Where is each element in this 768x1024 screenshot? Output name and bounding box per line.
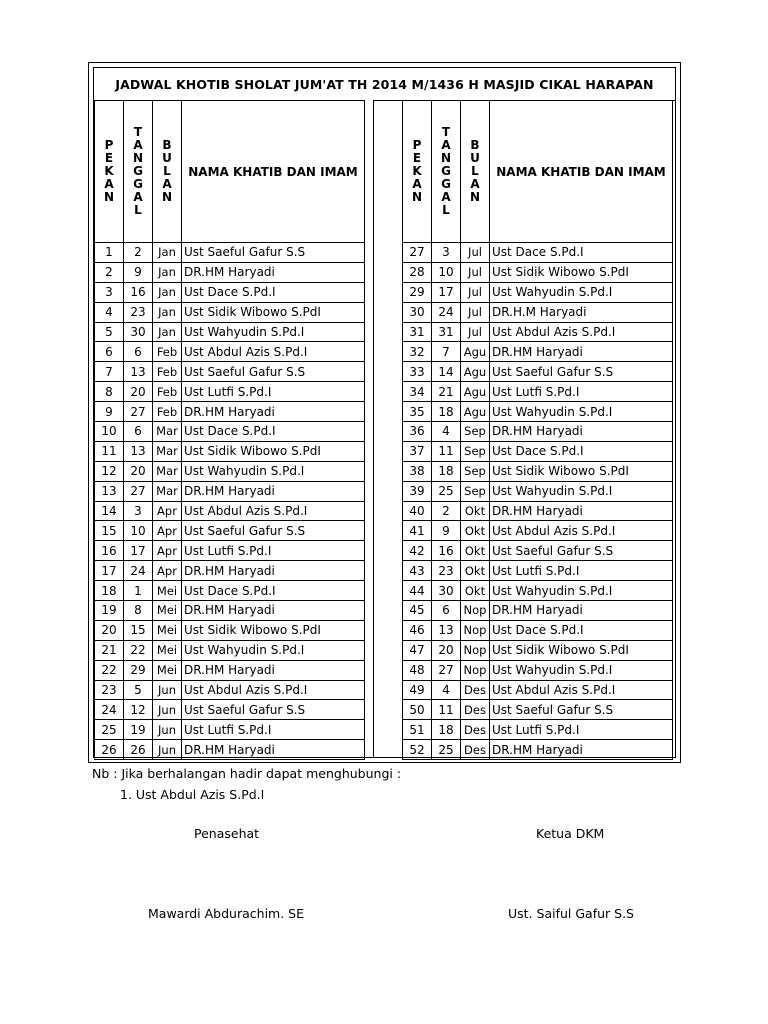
schedule-row: [95, 700, 365, 720]
cell-tanggal: 3: [124, 501, 153, 521]
schedule-row: [403, 382, 673, 402]
cell-pekan: 41: [403, 521, 432, 541]
cell-tanggal: 20: [124, 461, 153, 481]
header-tanggal: T A N G G A L: [124, 101, 153, 243]
cell-nama: DR.HM Haryadi: [490, 422, 673, 442]
cell-tanggal: 9: [124, 262, 153, 282]
cell-nama: Ust Abdul Azis S.Pd.I: [490, 322, 673, 342]
schedule-row: [403, 322, 673, 342]
cell-bulan: Okt: [461, 501, 490, 521]
cell-pekan: 33: [403, 362, 432, 382]
cell-bulan: Des: [461, 680, 490, 700]
cell-pekan: 27: [403, 243, 432, 263]
schedule-row: [95, 362, 365, 382]
signature-name-adviser: Mawardi Abdurachim. SE: [148, 906, 304, 921]
cell-pekan: 46: [403, 620, 432, 640]
cell-nama: DR.HM Haryadi: [490, 501, 673, 521]
cell-nama: Ust Saeful Gafur S.S: [182, 521, 365, 541]
cell-nama: DR.HM Haryadi: [182, 402, 365, 422]
cell-bulan: Feb: [153, 382, 182, 402]
schedule-row: [95, 620, 365, 640]
cell-bulan: Jul: [461, 322, 490, 342]
cell-pekan: 18: [95, 581, 124, 601]
cell-nama: Ust Saeful Gafur S.S: [182, 700, 365, 720]
schedule-row: [403, 441, 673, 461]
cell-tanggal: 17: [124, 541, 153, 561]
cell-nama: Ust Lutfi S.Pd.I: [490, 561, 673, 581]
cell-pekan: 21: [95, 640, 124, 660]
schedule-row: [403, 302, 673, 322]
schedule-table-right: [402, 100, 673, 760]
cell-tanggal: 12: [124, 700, 153, 720]
cell-pekan: 29: [403, 282, 432, 302]
schedule-row: [95, 262, 365, 282]
cell-nama: Ust Wahyudin S.Pd.I: [490, 581, 673, 601]
cell-pekan: 31: [403, 322, 432, 342]
cell-tanggal: 30: [124, 322, 153, 342]
schedule-row: [403, 541, 673, 561]
cell-tanggal: 2: [432, 501, 461, 521]
schedule-row: [95, 581, 365, 601]
cell-nama: Ust Abdul Azis S.Pd.I: [182, 501, 365, 521]
cell-bulan: Jul: [461, 282, 490, 302]
cell-pekan: 47: [403, 640, 432, 660]
cell-tanggal: 27: [432, 660, 461, 680]
schedule-table-left: [94, 100, 365, 760]
schedule-row: [403, 660, 673, 680]
schedule-row: [403, 620, 673, 640]
cell-pekan: 20: [95, 620, 124, 640]
cell-tanggal: 15: [124, 620, 153, 640]
cell-nama: Ust Abdul Azis S.Pd.I: [490, 680, 673, 700]
cell-tanggal: 18: [432, 402, 461, 422]
cell-pekan: 45: [403, 601, 432, 621]
cell-nama: DR.HM Haryadi: [182, 481, 365, 501]
cell-bulan: Sep: [461, 461, 490, 481]
cell-nama: Ust Wahyudin S.Pd.I: [490, 481, 673, 501]
contact-person: 1. Ust Abdul Azis S.Pd.I: [120, 787, 265, 802]
cell-bulan: Jul: [461, 262, 490, 282]
cell-tanggal: 11: [432, 441, 461, 461]
cell-pekan: 40: [403, 501, 432, 521]
schedule-row: [95, 740, 365, 760]
cell-tanggal: 20: [432, 640, 461, 660]
cell-tanggal: 21: [432, 382, 461, 402]
schedule-row: [403, 581, 673, 601]
header-bulan: B U L A N: [461, 101, 490, 243]
header-bulan: B U L A N: [153, 101, 182, 243]
cell-bulan: Agu: [461, 362, 490, 382]
cell-tanggal: 22: [124, 640, 153, 660]
schedule-row: [403, 561, 673, 581]
cell-nama: Ust Wahyudin S.Pd.I: [182, 461, 365, 481]
header-pekan: P E K A N: [95, 101, 124, 243]
header-pekan: P E K A N: [403, 101, 432, 243]
cell-nama: Ust Sidik Wibowo S.PdI: [490, 262, 673, 282]
cell-bulan: Feb: [153, 342, 182, 362]
cell-bulan: Jun: [153, 700, 182, 720]
cell-bulan: Jun: [153, 740, 182, 760]
cell-nama: DR.HM Haryadi: [490, 342, 673, 362]
cell-bulan: Nop: [461, 620, 490, 640]
cell-nama: Ust Wahyudin S.Pd.I: [490, 282, 673, 302]
cell-pekan: 39: [403, 481, 432, 501]
cell-nama: Ust Sidik Wibowo S.PdI: [490, 461, 673, 481]
cell-bulan: Mei: [153, 640, 182, 660]
cell-tanggal: 1: [124, 581, 153, 601]
cell-pekan: 9: [95, 402, 124, 422]
schedule-row: [95, 680, 365, 700]
cell-nama: DR.HM Haryadi: [182, 262, 365, 282]
cell-bulan: Jan: [153, 322, 182, 342]
cell-tanggal: 16: [124, 282, 153, 302]
cell-nama: DR.H.M Haryadi: [490, 302, 673, 322]
schedule-row: [403, 521, 673, 541]
cell-nama: DR.HM Haryadi: [182, 601, 365, 621]
schedule-row: [95, 660, 365, 680]
schedule-row: [403, 422, 673, 442]
cell-bulan: Mei: [153, 601, 182, 621]
cell-nama: DR.HM Haryadi: [182, 561, 365, 581]
cell-pekan: 38: [403, 461, 432, 481]
cell-bulan: Mar: [153, 461, 182, 481]
cell-nama: Ust Wahyudin S.Pd.I: [182, 640, 365, 660]
cell-pekan: 49: [403, 680, 432, 700]
cell-tanggal: 18: [432, 720, 461, 740]
header-nama: NAMA KHATIB DAN IMAM: [490, 101, 673, 243]
cell-bulan: Agu: [461, 382, 490, 402]
cell-tanggal: 29: [124, 660, 153, 680]
cell-pekan: 2: [95, 262, 124, 282]
cell-pekan: 6: [95, 342, 124, 362]
cell-bulan: Jun: [153, 680, 182, 700]
schedule-row: [403, 481, 673, 501]
cell-bulan: Jul: [461, 243, 490, 263]
cell-nama: DR.HM Haryadi: [490, 740, 673, 760]
cell-pekan: 24: [95, 700, 124, 720]
schedule-row: [403, 342, 673, 362]
cell-pekan: 28: [403, 262, 432, 282]
cell-bulan: Sep: [461, 441, 490, 461]
cell-pekan: 35: [403, 402, 432, 422]
cell-nama: DR.HM Haryadi: [182, 660, 365, 680]
cell-pekan: 22: [95, 660, 124, 680]
cell-tanggal: 10: [124, 521, 153, 541]
cell-bulan: Des: [461, 700, 490, 720]
schedule-row: [403, 680, 673, 700]
schedule-row: [95, 342, 365, 362]
cell-nama: Ust Dace S.Pd.I: [490, 441, 673, 461]
cell-pekan: 32: [403, 342, 432, 362]
cell-nama: DR.HM Haryadi: [182, 740, 365, 760]
cell-bulan: Agu: [461, 342, 490, 362]
cell-tanggal: 24: [124, 561, 153, 581]
cell-tanggal: 13: [432, 620, 461, 640]
schedule-row: [403, 282, 673, 302]
cell-nama: Ust Lutfi S.Pd.I: [182, 382, 365, 402]
cell-bulan: Nop: [461, 660, 490, 680]
cell-bulan: Des: [461, 740, 490, 760]
cell-tanggal: 16: [432, 541, 461, 561]
cell-bulan: Sep: [461, 481, 490, 501]
cell-pekan: 51: [403, 720, 432, 740]
schedule-row: [403, 501, 673, 521]
cell-bulan: Apr: [153, 561, 182, 581]
cell-bulan: Mei: [153, 581, 182, 601]
cell-pekan: 37: [403, 441, 432, 461]
cell-nama: Ust Sidik Wibowo S.PdI: [182, 302, 365, 322]
schedule-row: [95, 322, 365, 342]
cell-bulan: Mar: [153, 422, 182, 442]
cell-tanggal: 23: [432, 561, 461, 581]
cell-bulan: Okt: [461, 541, 490, 561]
cell-nama: Ust Abdul Azis S.Pd.I: [490, 521, 673, 541]
cell-bulan: Jan: [153, 262, 182, 282]
cell-nama: Ust Dace S.Pd.I: [182, 282, 365, 302]
cell-pekan: 36: [403, 422, 432, 442]
cell-pekan: 1: [95, 243, 124, 263]
cell-pekan: 15: [95, 521, 124, 541]
cell-pekan: 8: [95, 382, 124, 402]
cell-pekan: 4: [95, 302, 124, 322]
cell-pekan: 30: [403, 302, 432, 322]
schedule-row: [95, 561, 365, 581]
cell-pekan: 10: [95, 422, 124, 442]
cell-pekan: 50: [403, 700, 432, 720]
cell-tanggal: 6: [124, 422, 153, 442]
cell-bulan: Nop: [461, 640, 490, 660]
cell-pekan: 26: [95, 740, 124, 760]
cell-nama: Ust Saeful Gafur S.S: [490, 362, 673, 382]
cell-tanggal: 26: [124, 740, 153, 760]
cell-tanggal: 9: [432, 521, 461, 541]
cell-pekan: 16: [95, 541, 124, 561]
cell-pekan: 43: [403, 561, 432, 581]
cell-nama: Ust Lutfi S.Pd.I: [182, 720, 365, 740]
cell-pekan: 23: [95, 680, 124, 700]
schedule-row: [95, 302, 365, 322]
cell-nama: Ust Dace S.Pd.I: [490, 620, 673, 640]
cell-pekan: 52: [403, 740, 432, 760]
cell-tanggal: 13: [124, 441, 153, 461]
signature-title-chairman: Ketua DKM: [536, 826, 605, 841]
schedule-row: [95, 402, 365, 422]
cell-nama: Ust Lutfi S.Pd.I: [182, 541, 365, 561]
cell-bulan: Jan: [153, 302, 182, 322]
cell-tanggal: 14: [432, 362, 461, 382]
cell-bulan: Sep: [461, 422, 490, 442]
cell-pekan: 19: [95, 601, 124, 621]
cell-nama: Ust Saeful Gafur S.S: [490, 700, 673, 720]
cell-bulan: Jul: [461, 302, 490, 322]
schedule-row: [403, 601, 673, 621]
schedule-row: [95, 382, 365, 402]
cell-pekan: 3: [95, 282, 124, 302]
cell-nama: Ust Saeful Gafur S.S: [182, 243, 365, 263]
cell-bulan: Jun: [153, 720, 182, 740]
cell-tanggal: 4: [432, 680, 461, 700]
schedule-row: [95, 501, 365, 521]
cell-bulan: Feb: [153, 402, 182, 422]
cell-tanggal: 7: [432, 342, 461, 362]
cell-bulan: Apr: [153, 521, 182, 541]
cell-tanggal: 24: [432, 302, 461, 322]
cell-pekan: 13: [95, 481, 124, 501]
header-nama: NAMA KHATIB DAN IMAM: [182, 101, 365, 243]
cell-tanggal: 31: [432, 322, 461, 342]
cell-tanggal: 8: [124, 601, 153, 621]
schedule-row: [403, 740, 673, 760]
cell-tanggal: 11: [432, 700, 461, 720]
signature-name-chairman: Ust. Saiful Gafur S.S: [508, 906, 634, 921]
cell-tanggal: 3: [432, 243, 461, 263]
contact-note: Nb : Jika berhalangan hadir dapat menghubungi :: [92, 766, 402, 781]
cell-bulan: Apr: [153, 501, 182, 521]
cell-tanggal: 10: [432, 262, 461, 282]
cell-nama: Ust Sidik Wibowo S.PdI: [182, 620, 365, 640]
cell-pekan: 12: [95, 461, 124, 481]
cell-nama: Ust Dace S.Pd.I: [182, 581, 365, 601]
cell-pekan: 44: [403, 581, 432, 601]
cell-bulan: Nop: [461, 601, 490, 621]
schedule-row: [403, 640, 673, 660]
cell-tanggal: 30: [432, 581, 461, 601]
schedule-frame: [93, 67, 676, 758]
cell-pekan: 48: [403, 660, 432, 680]
cell-tanggal: 17: [432, 282, 461, 302]
schedule-row: [95, 601, 365, 621]
cell-tanggal: 6: [124, 342, 153, 362]
cell-tanggal: 27: [124, 402, 153, 422]
cell-tanggal: 6: [432, 601, 461, 621]
cell-bulan: Feb: [153, 362, 182, 382]
schedule-row: [403, 720, 673, 740]
cell-pekan: 42: [403, 541, 432, 561]
cell-tanggal: 13: [124, 362, 153, 382]
cell-nama: Ust Dace S.Pd.I: [182, 422, 365, 442]
cell-tanggal: 19: [124, 720, 153, 740]
cell-pekan: 14: [95, 501, 124, 521]
cell-tanggal: 20: [124, 382, 153, 402]
schedule-row: [403, 243, 673, 263]
cell-nama: Ust Wahyudin S.Pd.I: [490, 660, 673, 680]
schedule-title: JADWAL KHOTIB SHOLAT JUM'AT TH 2014 M/1436 H MASJID CIKAL HARAPAN: [94, 68, 675, 101]
cell-tanggal: 23: [124, 302, 153, 322]
cell-bulan: Okt: [461, 561, 490, 581]
cell-tanggal: 18: [432, 461, 461, 481]
cell-bulan: Jan: [153, 282, 182, 302]
cell-nama: Ust Lutfi S.Pd.I: [490, 382, 673, 402]
schedule-row: [95, 521, 365, 541]
cell-pekan: 17: [95, 561, 124, 581]
cell-pekan: 25: [95, 720, 124, 740]
cell-tanggal: 25: [432, 740, 461, 760]
schedule-row: [403, 362, 673, 382]
cell-pekan: 11: [95, 441, 124, 461]
cell-bulan: Mar: [153, 481, 182, 501]
schedule-row: [95, 640, 365, 660]
cell-bulan: Okt: [461, 581, 490, 601]
schedule-row: [403, 461, 673, 481]
cell-bulan: Mar: [153, 441, 182, 461]
cell-nama: Ust Saeful Gafur S.S: [182, 362, 365, 382]
cell-pekan: 7: [95, 362, 124, 382]
cell-nama: Ust Lutfi S.Pd.I: [490, 720, 673, 740]
cell-nama: DR.HM Haryadi: [490, 601, 673, 621]
column-divider: [364, 100, 374, 757]
cell-tanggal: 27: [124, 481, 153, 501]
cell-nama: Ust Sidik Wibowo S.PdI: [182, 441, 365, 461]
schedule-row: [95, 541, 365, 561]
schedule-body-right: [403, 243, 673, 760]
header-tanggal: T A N G G A L: [432, 101, 461, 243]
cell-bulan: Apr: [153, 541, 182, 561]
cell-tanggal: 2: [124, 243, 153, 263]
cell-bulan: Des: [461, 720, 490, 740]
schedule-row: [95, 481, 365, 501]
cell-bulan: Agu: [461, 402, 490, 422]
cell-pekan: 5: [95, 322, 124, 342]
schedule-row: [403, 262, 673, 282]
schedule-row: [95, 461, 365, 481]
schedule-sheet: [88, 62, 681, 763]
cell-bulan: Okt: [461, 521, 490, 541]
cell-nama: Ust Sidik Wibowo S.PdI: [490, 640, 673, 660]
cell-bulan: Mei: [153, 620, 182, 640]
cell-nama: Ust Wahyudin S.Pd.I: [490, 402, 673, 422]
schedule-row: [95, 720, 365, 740]
schedule-row: [403, 402, 673, 422]
schedule-row: [403, 700, 673, 720]
schedule-row: [95, 243, 365, 263]
cell-nama: Ust Saeful Gafur S.S: [490, 541, 673, 561]
cell-nama: Ust Abdul Azis S.Pd.I: [182, 342, 365, 362]
cell-tanggal: 4: [432, 422, 461, 442]
cell-tanggal: 25: [432, 481, 461, 501]
cell-bulan: Jan: [153, 243, 182, 263]
schedule-row: [95, 282, 365, 302]
signature-title-adviser: Penasehat: [194, 826, 260, 841]
cell-pekan: 34: [403, 382, 432, 402]
cell-nama: Ust Dace S.Pd.I: [490, 243, 673, 263]
cell-tanggal: 5: [124, 680, 153, 700]
cell-nama: Ust Abdul Azis S.Pd.I: [182, 680, 365, 700]
schedule-row: [95, 441, 365, 461]
schedule-body-left: [95, 243, 365, 760]
cell-bulan: Mei: [153, 660, 182, 680]
cell-nama: Ust Wahyudin S.Pd.I: [182, 322, 365, 342]
schedule-row: [95, 422, 365, 442]
